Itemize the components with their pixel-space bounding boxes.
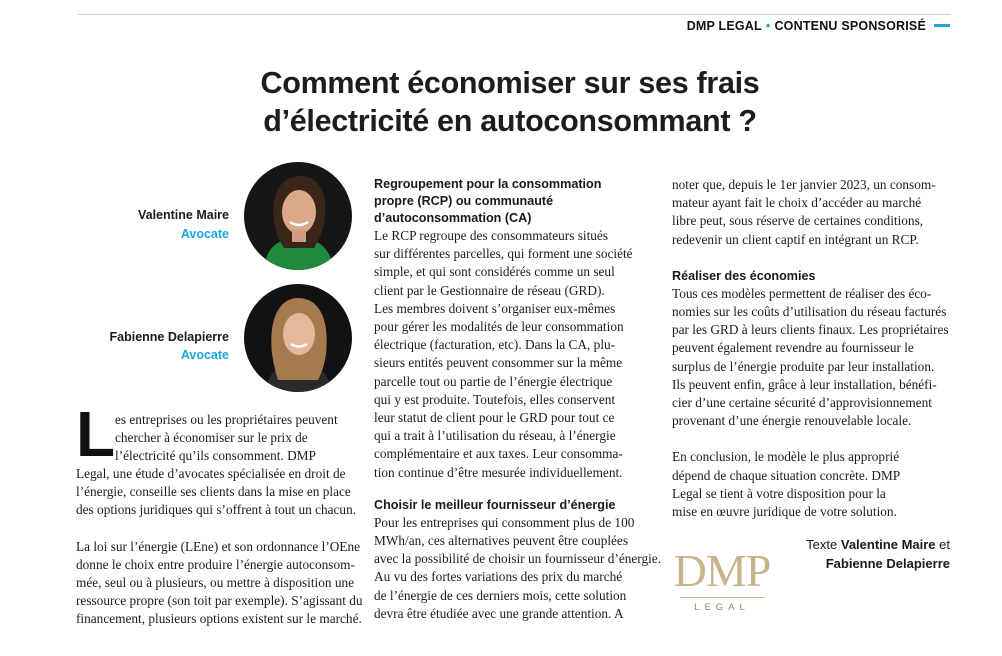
text-line: financement, plusieurs options existent sur le marché.	[76, 611, 362, 627]
author-name-1: Valentine Maire	[137, 208, 229, 222]
text-line: Tous ces modèles permettent de réaliser des éco-	[672, 285, 932, 301]
text-line: Le RCP regroupe des consommateurs situés	[374, 228, 609, 243]
column-3-body	[672, 176, 949, 521]
subheading-supplier: Choisir le meilleur fournisseur d’énergie	[374, 497, 616, 512]
subheading-rcp: Regroupement pour la consommation	[374, 177, 602, 191]
text-line: En conclusion, le modèle le plus approprié	[672, 449, 900, 465]
text-line: ressource propre (son toit par exemple). S’agissant du	[76, 593, 363, 609]
text-line: parcelle tout ou partie de l’énergie électrique	[374, 373, 613, 389]
text-line: des options juridiques qui s’offrent à tout un chacun.	[76, 502, 357, 518]
text-line: mise en œuvre juridique de votre solution.	[672, 504, 897, 520]
text-line: avec la possibilité de choisir un fournisseur d’énergie.	[374, 551, 662, 567]
text-line: es entreprises ou les propriétaires peuvent	[115, 412, 338, 427]
text-line: tion continue d’être mesurée individuellement.	[374, 464, 623, 480]
brand-label: DMP LEGAL	[686, 19, 762, 33]
text-line: par les GRD à leurs clients finaux. Les propriétaires	[672, 322, 949, 338]
dmp-legal-logo	[672, 545, 772, 620]
text-line: mée, seul ou à plusieurs, ou mettre à disposition une	[76, 575, 355, 591]
subheading-rcp: d’autoconsommation (CA)	[374, 211, 532, 225]
credit-prefix: Texte	[806, 537, 838, 552]
section-label: CONTENU SPONSORISÉ	[774, 19, 926, 33]
article-title	[150, 64, 870, 140]
text-line: devra être étudiée avec une grande attention. A	[374, 605, 624, 621]
credit-author-2: Fabienne Delapierre	[825, 556, 950, 571]
text-line: Legal, une étude d’avocates spécialisée en droit de	[76, 466, 346, 481]
column-1-body	[76, 465, 363, 629]
text-line: pour gérer les modalités de leur consommation	[374, 319, 624, 335]
subheading-savings: Réaliser des économies	[672, 268, 816, 283]
header-separator: •	[765, 19, 771, 33]
text-line: surplus de l’énergie produite par leur installation.	[672, 358, 935, 374]
text-line: électrique (facturation, etc). Dans la CA, plu-	[374, 337, 616, 353]
text-line: qui y est produite. Toutefois, elles conservent	[374, 391, 616, 407]
text-line: chercher à économiser sur le prix de	[115, 430, 308, 446]
author-photo-1	[244, 162, 352, 270]
header-accent-bar	[934, 24, 950, 27]
text-line: nomies sur les coûts d’utilisation du réseau facturés	[672, 304, 947, 320]
title-line-2: d’électricité en autoconsommant ?	[263, 104, 757, 138]
text-line: MWh/an, ces alternatives peuvent être couplées	[374, 533, 629, 549]
credit-author-1: Valentine Maire	[840, 537, 936, 552]
text-line: donne le choix entre produire l’énergie autoconsom-	[76, 556, 355, 572]
text-line: peuvent également revendre au fournisseur le	[672, 340, 914, 356]
author-role-2: Avocate	[180, 348, 229, 362]
section-header	[687, 19, 926, 33]
text-line: l’électricité qu’ils consomment. DMP	[115, 448, 316, 464]
column-2-body	[374, 176, 661, 623]
text-line: leur statut de client pour le GRD pour tout ce	[374, 410, 615, 426]
text-line: provenant d’une énergie renouvelable locale.	[672, 413, 912, 429]
lead-paragraph	[115, 411, 338, 466]
header-rule	[78, 14, 951, 15]
text-line: Les membres doivent s’organiser eux-mêmes	[374, 300, 616, 316]
author-credit	[806, 535, 950, 573]
text-line: l’énergie, conseille ses clients dans la mise en place	[76, 484, 351, 500]
text-line: sur différentes parcelles, qui forment une société	[374, 246, 633, 262]
text-line: libre peut, sous réserve de certaines conditions,	[672, 213, 924, 229]
text-line: noter que, depuis le 1er janvier 2023, un consom-	[672, 177, 936, 192]
logo-subtitle: LEGAL	[694, 602, 750, 613]
text-line: sieurs entités peuvent consommer sur la même	[374, 355, 623, 371]
text-line: redevenir un client captif en intégrant un RCP.	[672, 231, 919, 247]
text-line: complémentaire et aux taxes. Leur consomma-	[374, 446, 623, 462]
text-line: mateur ayant fait le choix d’accéder au marché	[672, 195, 922, 211]
text-line: cier d’une certaine sécurité d’approvisionnement	[672, 395, 932, 411]
author-role-1: Avocate	[180, 227, 229, 241]
text-line: Legal se tient à votre disposition pour la	[672, 485, 886, 501]
text-line: La loi sur l’énergie (LEne) et son ordonnance l’OEne	[76, 538, 361, 554]
text-line: Pour les entreprises qui consomment plus de 100	[374, 514, 635, 530]
drop-cap: L	[76, 398, 116, 470]
subheading-rcp: propre (RCP) ou communauté	[374, 194, 554, 208]
text-line: de l’énergie de ces derniers mois, cette solution	[374, 587, 627, 603]
text-line: Ils peuvent enfin, grâce à leur installation, bénéfi-	[672, 376, 937, 392]
text-line: Au vu des fortes variations des prix du marché	[374, 569, 623, 585]
logo-rule	[680, 597, 764, 598]
title-line-1: Comment économiser sur ses frais	[260, 66, 760, 100]
text-line: dépend de chaque situation concrète. DMP	[672, 467, 901, 483]
author-photo-2	[244, 284, 352, 392]
author-name-2: Fabienne Delapierre	[109, 330, 229, 344]
logo-mark: DMP	[673, 545, 771, 596]
credit-joiner: et	[939, 537, 950, 552]
text-line: qui a trait à l’utilisation du réseau, à l’énergie	[374, 428, 616, 444]
text-line: simple, et qui sont considérés comme un seul	[374, 264, 615, 280]
text-line: client par le Gestionnaire de réseau (GRD).	[374, 282, 605, 298]
